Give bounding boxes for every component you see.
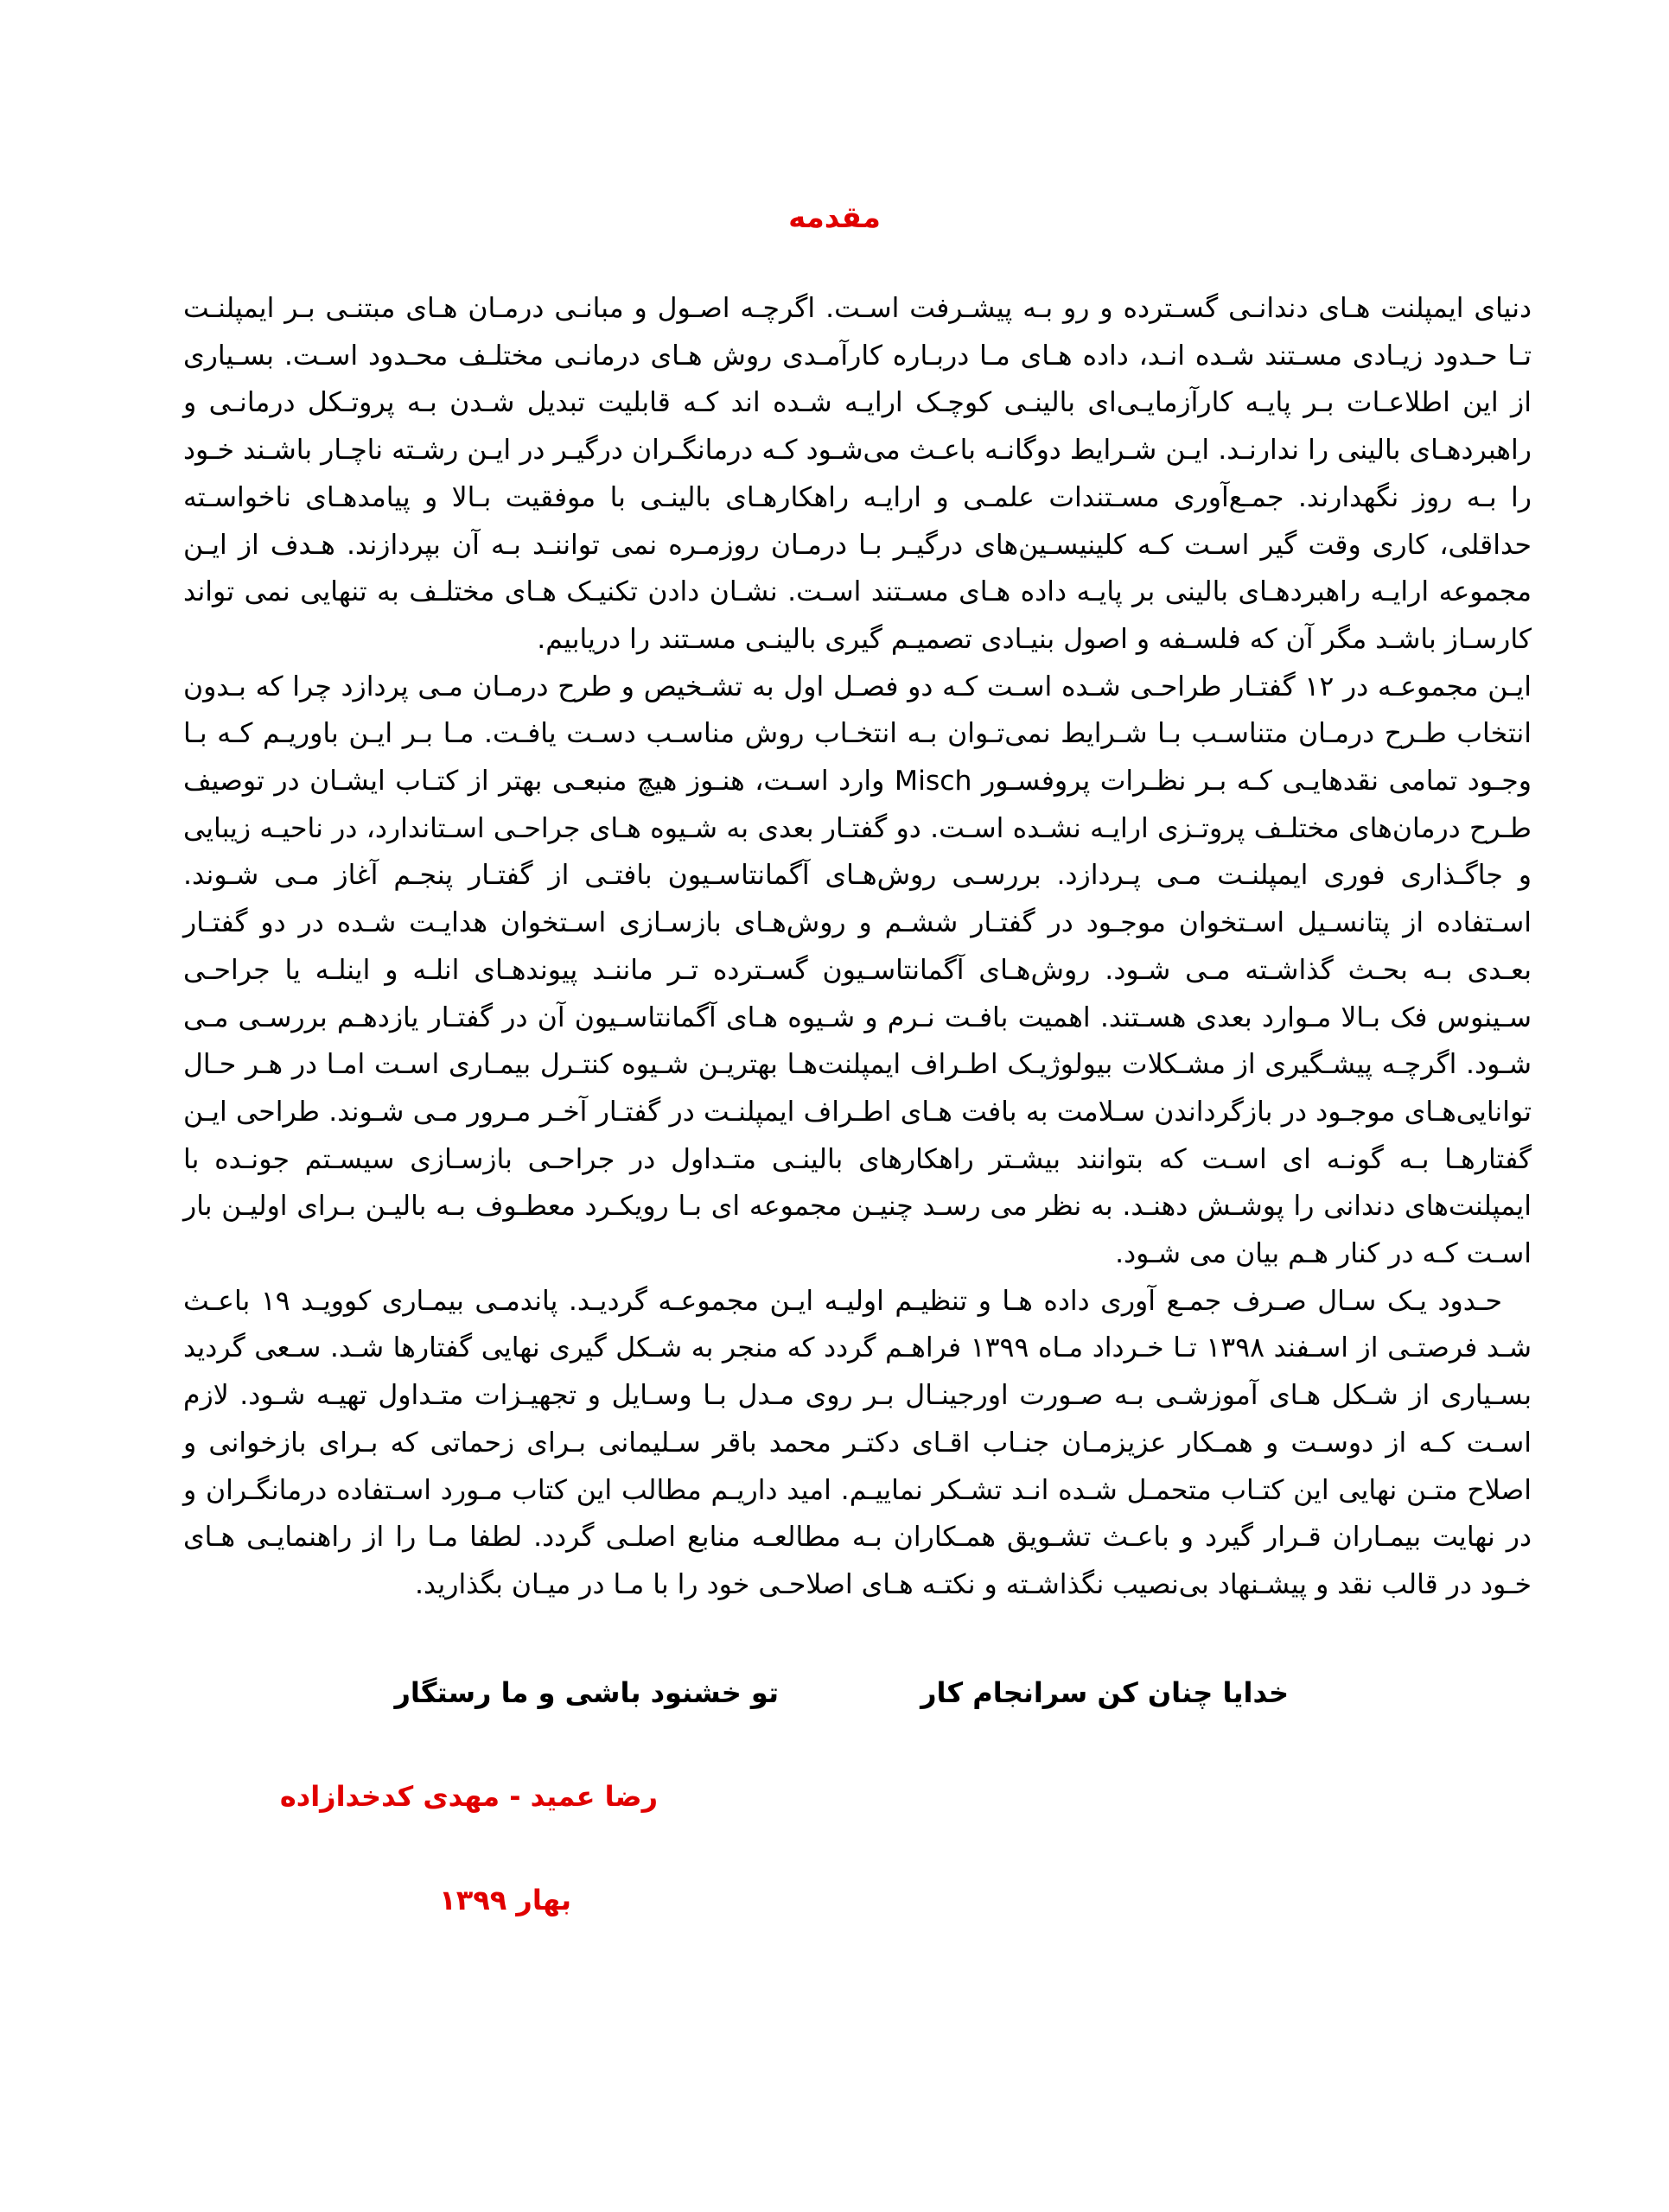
authors-signature: رضا عمید - مهدی کدخدازاده: [279, 1780, 658, 1813]
verse-line-1: خدایا چنان کن سرانجام کار: [920, 1676, 1289, 1709]
introduction-body: [183, 285, 1532, 1609]
paragraph-2: ایـن مجموعـه در ۱۲ گفتـار طراحـی شـده اسـت کـه دو فصـل اول به تشـخیص و طرح درمـان مـی پردازد چرا که بـدون انتخاب طـرح درمـان متناسـب بـا شـرایط نمی‌تـوان بـه انتخـاب روش مناسـب دسـت یافـت. مـا بـر ایـن باوریـم کـه بـا وجـود تمامی نقدهایـی کـه بـر نظـرات پروفسـور Misch وارد اسـت، هنـوز هیچ منبعـی بهتر از کتـاب ایشـان در توصیف طـرح درمان‌های مختلـف پروتـزی ارایـه نشـده اسـت. دو گفتـار بعدی به شـیوه هـای جراحـی اسـتاندارد، در ناحیـه زیبایی و جاگـذاری فوری ایمپلنـت مـی پـردازد. بررسـی روش‌هـای آگمانتاسـیون بافتـی از گفتـار پنجـم آغاز مـی شـوند. اسـتفاده از پتانسـیل اسـتخوان موجـود در گفتـار ششـم و روش‌هـای بازسـازی اسـتخوان هدایـت شـده در دو گفتـار بعـدی بـه بحـث گذاشـته مـی شـود. روش‌هـای آگمانتاسـیون گسـترده تـر ماننـد پیوندهـای انلـه و اینلـه یا جراحـی سـینوس فک بـالا مـوارد بعدی هسـتند. اهمیت بافـت نـرم و شـیوه هـای آگمانتاسـیون آن در گفتـار یازدهـم بررسـی مـی شـود. اگرچـه پیشـگیری از مشـکلات بیولوژیـک اطـراف ایمپلنت‌هـا بهتریـن شـیوه کنتـرل بیمـاری اسـت امـا در هـر حـال توانایی‌هـای موجـود در بازگرداندن سـلامت به بافت هـای اطـراف ایمپلنـت در گفتـار آخـر مـرور مـی شـوند. طراحی ایـن گفتارهـا بـه گونـه ای اسـت که بتوانند بیشـتر راهکارهای بالینـی متـداول در جراحـی بازسـازی سیسـتم جونـده با ایمپلنت‌های دندانی را پوشـش دهنـد. به نظر می رسـد چنیـن مجموعه ای بـا رویکـرد معطـوف بـه بالیـن بـرای اولیـن بار اسـت کـه در کنار هـم بیان می شـود.: [183, 671, 1532, 1270]
page-title: مقدمه: [788, 200, 881, 235]
paragraph-3: حـدود یـک سـال صـرف جمـع آوری داده هـا و تنظیـم اولیـه ایـن مجموعـه گردیـد. پاندمـی بیمـاری کوویـد ۱۹ باعـث شـد فرصتـی از اسـفند ۱۳۹۸ تـا خـرداد مـاه ۱۳۹۹ فراهـم گردد که منجر به شـکل گیری نهایی گفتارها شـد. سـعی گردید بسـیاری از شـکل هـای آموزشـی بـه صـورت اورجینـال بـر روی مـدل بـا وسـایل و تجهیـزات متـداول تهیـه شـود. لازم اسـت کـه از دوسـت و همـکار عزیزمـان جنـاب اقـای دکتـر محمد باقر سـلیمانی بـرای زحماتی که بـرای بازخوانی و اصلاح متـن نهایی این کتـاب متحمـل شـده انـد تشـکر نماییـم. امید داریـم مطالب این کتاب مـورد اسـتفاده درمانگـران و در نهایت بیمـاران قـرار گیرد و باعـث تشـویق همـکاران بـه مطالعـه منابع اصلـی گردد. لطفا مـا را از راهنمایـی هـای خـود در قالب نقد و پیشـنهاد بی‌نصیب نگذاشـته و نکتـه هـای اصلاحـی خود را با مـا در میـان بگذارید.: [183, 1285, 1532, 1600]
paragraph-1: دنیای ایمپلنت هـای دندانـی گسـترده و رو بـه پیشـرفت اسـت. اگرچـه اصـول و مبانـی درمـان هـای مبتنـی بـر ایمپلنـت تـا حـدود زیـادی مسـتند شـده انـد، داده هـای مـا دربـاره کارآمـدی روش هـای درمانـی مختلـف محـدود اسـت. بسـیاری از این اطلاعـات بـر پایـه کارآزمایـی‌ای بالینـی کوچـک ارایـه شـده اند کـه قابلیت تبدیل شـدن بـه پروتـکل درمانـی و راهبردهـای بالینی را ندارنـد. ایـن شـرایط دوگانـه باعـث می‌شـود کـه درمانگـران درگیـر در ایـن رشـته ناچـار باشـند خـود را بـه روز نگهدارند. جمـع‌آوری مسـتندات علمـی و ارایـه راهکارهـای بالینـی با موفقیت بـالا و پیامدهـای ناخواسـته حداقلی، کاری وقت گیر اسـت کـه کلینیسـین‌های درگیـر بـا درمـان روزمـره نمی تواننـد بـه آن بپردازند. هـدف از ایـن مجموعه ارایـه راهبردهـای بالینی بر پایـه داده هـای مسـتند اسـت. نشـان دادن تکنیـک هـای مختلـف به تنهایی نمی تواند کارسـاز باشـد مگر آن که فلسـفه و اصول بنیـادی تصمیـم گیری بالینـی مسـتند را دریابیم.: [183, 293, 1532, 655]
publication-date: بهار ۱۳۹۹: [439, 1884, 571, 1916]
verse-line-2: تو خشنود باشی و ما رستگار: [394, 1676, 779, 1709]
